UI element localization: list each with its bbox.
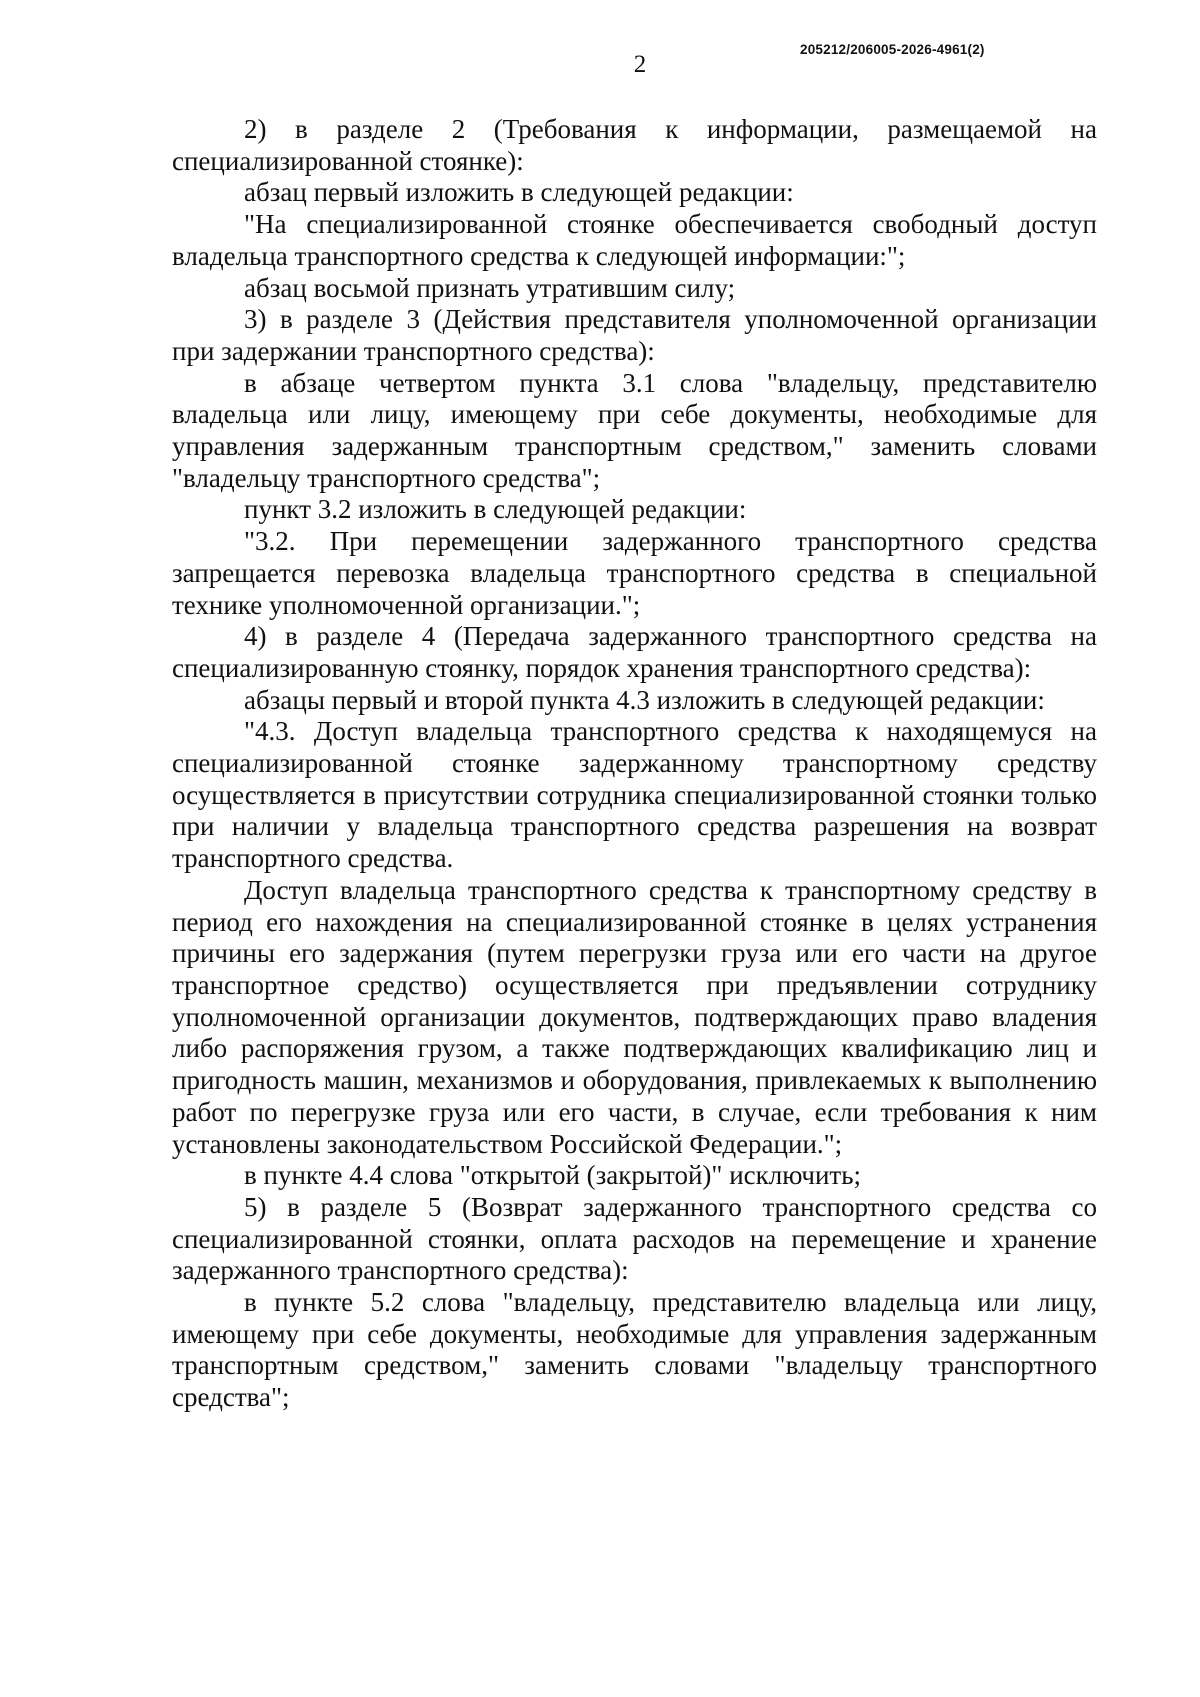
paragraph: "3.2. При перемещении задержанного транспортного средства запрещается перевозка владельца транспортного средства в специальной технике уполномоченной организации."; (172, 526, 1097, 620)
paragraph: Доступ владельца транспортного средства к транспортному средству в период его нахождения на специализированной стоянке в целях устранения причины его задержания (путем перегрузки груза или его части на другое транспортное средство) осуществляется при предъявлении сотруднику уполномоченной организации документов, подтверждающих право владения либо распоряжения грузом, а также подтверждающих квалификацию лиц и пригодность машин, механизмов и оборудования, привлекаемых к выполнению работ по перегрузке груза или его части, в случае, если требования к ним установлены законодательством Российской Федерации."; (172, 874, 1097, 1159)
paragraph: 3) в разделе 3 (Действия представителя уполномоченной организации при задержании транспортного средства): (172, 304, 1097, 366)
paragraph: "На специализированной стоянке обеспечивается свободный доступ владельца транспортного средства к следующей информации:"; (172, 209, 1097, 271)
paragraph: абзац восьмой признать утратившим силу; (244, 272, 736, 303)
paragraph: в пункте 5.2 слова "владельцу, представителю владельца или лицу, имеющему при себе документы, необходимые для управления задержанным транспортным средством," заменить словами "владельцу транспортного средства"; (172, 1287, 1097, 1413)
paragraph: абзац первый изложить в следующей редакции: (244, 177, 794, 208)
document-code: 205212/206005-2026-4961(2) (800, 42, 985, 57)
paragraph: абзацы первый и второй пункта 4.3 изложить в следующей редакции: (244, 684, 1045, 715)
paragraph: 4) в разделе 4 (Передача задержанного транспортного средства на специализированную стоянку, порядок хранения транспортного средства): (172, 621, 1097, 683)
document-body (172, 114, 1097, 1414)
paragraph: в абзаце четвертом пункта 3.1 слова "владельцу, представителю владельца или лицу, имеющему при себе документы, необходимые для управления задержанным транспортным средством," заменить словами "владельцу транспортного средства"; (172, 367, 1097, 493)
paragraph: 5) в разделе 5 (Возврат задержанного транспортного средства со специализированной стоянки, оплата расходов на перемещение и хранение задержанного транспортного средства): (172, 1191, 1097, 1286)
paragraph: 2) в разделе 2 (Требования к информации, размещаемой на специализированной стоянке): (172, 114, 1097, 176)
page-number: 2 (633, 51, 647, 78)
paragraph: пункт 3.2 изложить в следующей редакции: (244, 494, 747, 525)
paragraph: в пункте 4.4 слова "открытой (закрытой)" исключить; (244, 1160, 862, 1191)
paragraph: "4.3. Доступ владельца транспортного средства к находящемуся на специализированной стоянке задержанному транспортному средству осуществляется в присутствии сотрудника специализированной стоянки только при наличии у владельца транспортного средства разрешения на возврат транспортного средства. (172, 716, 1097, 874)
